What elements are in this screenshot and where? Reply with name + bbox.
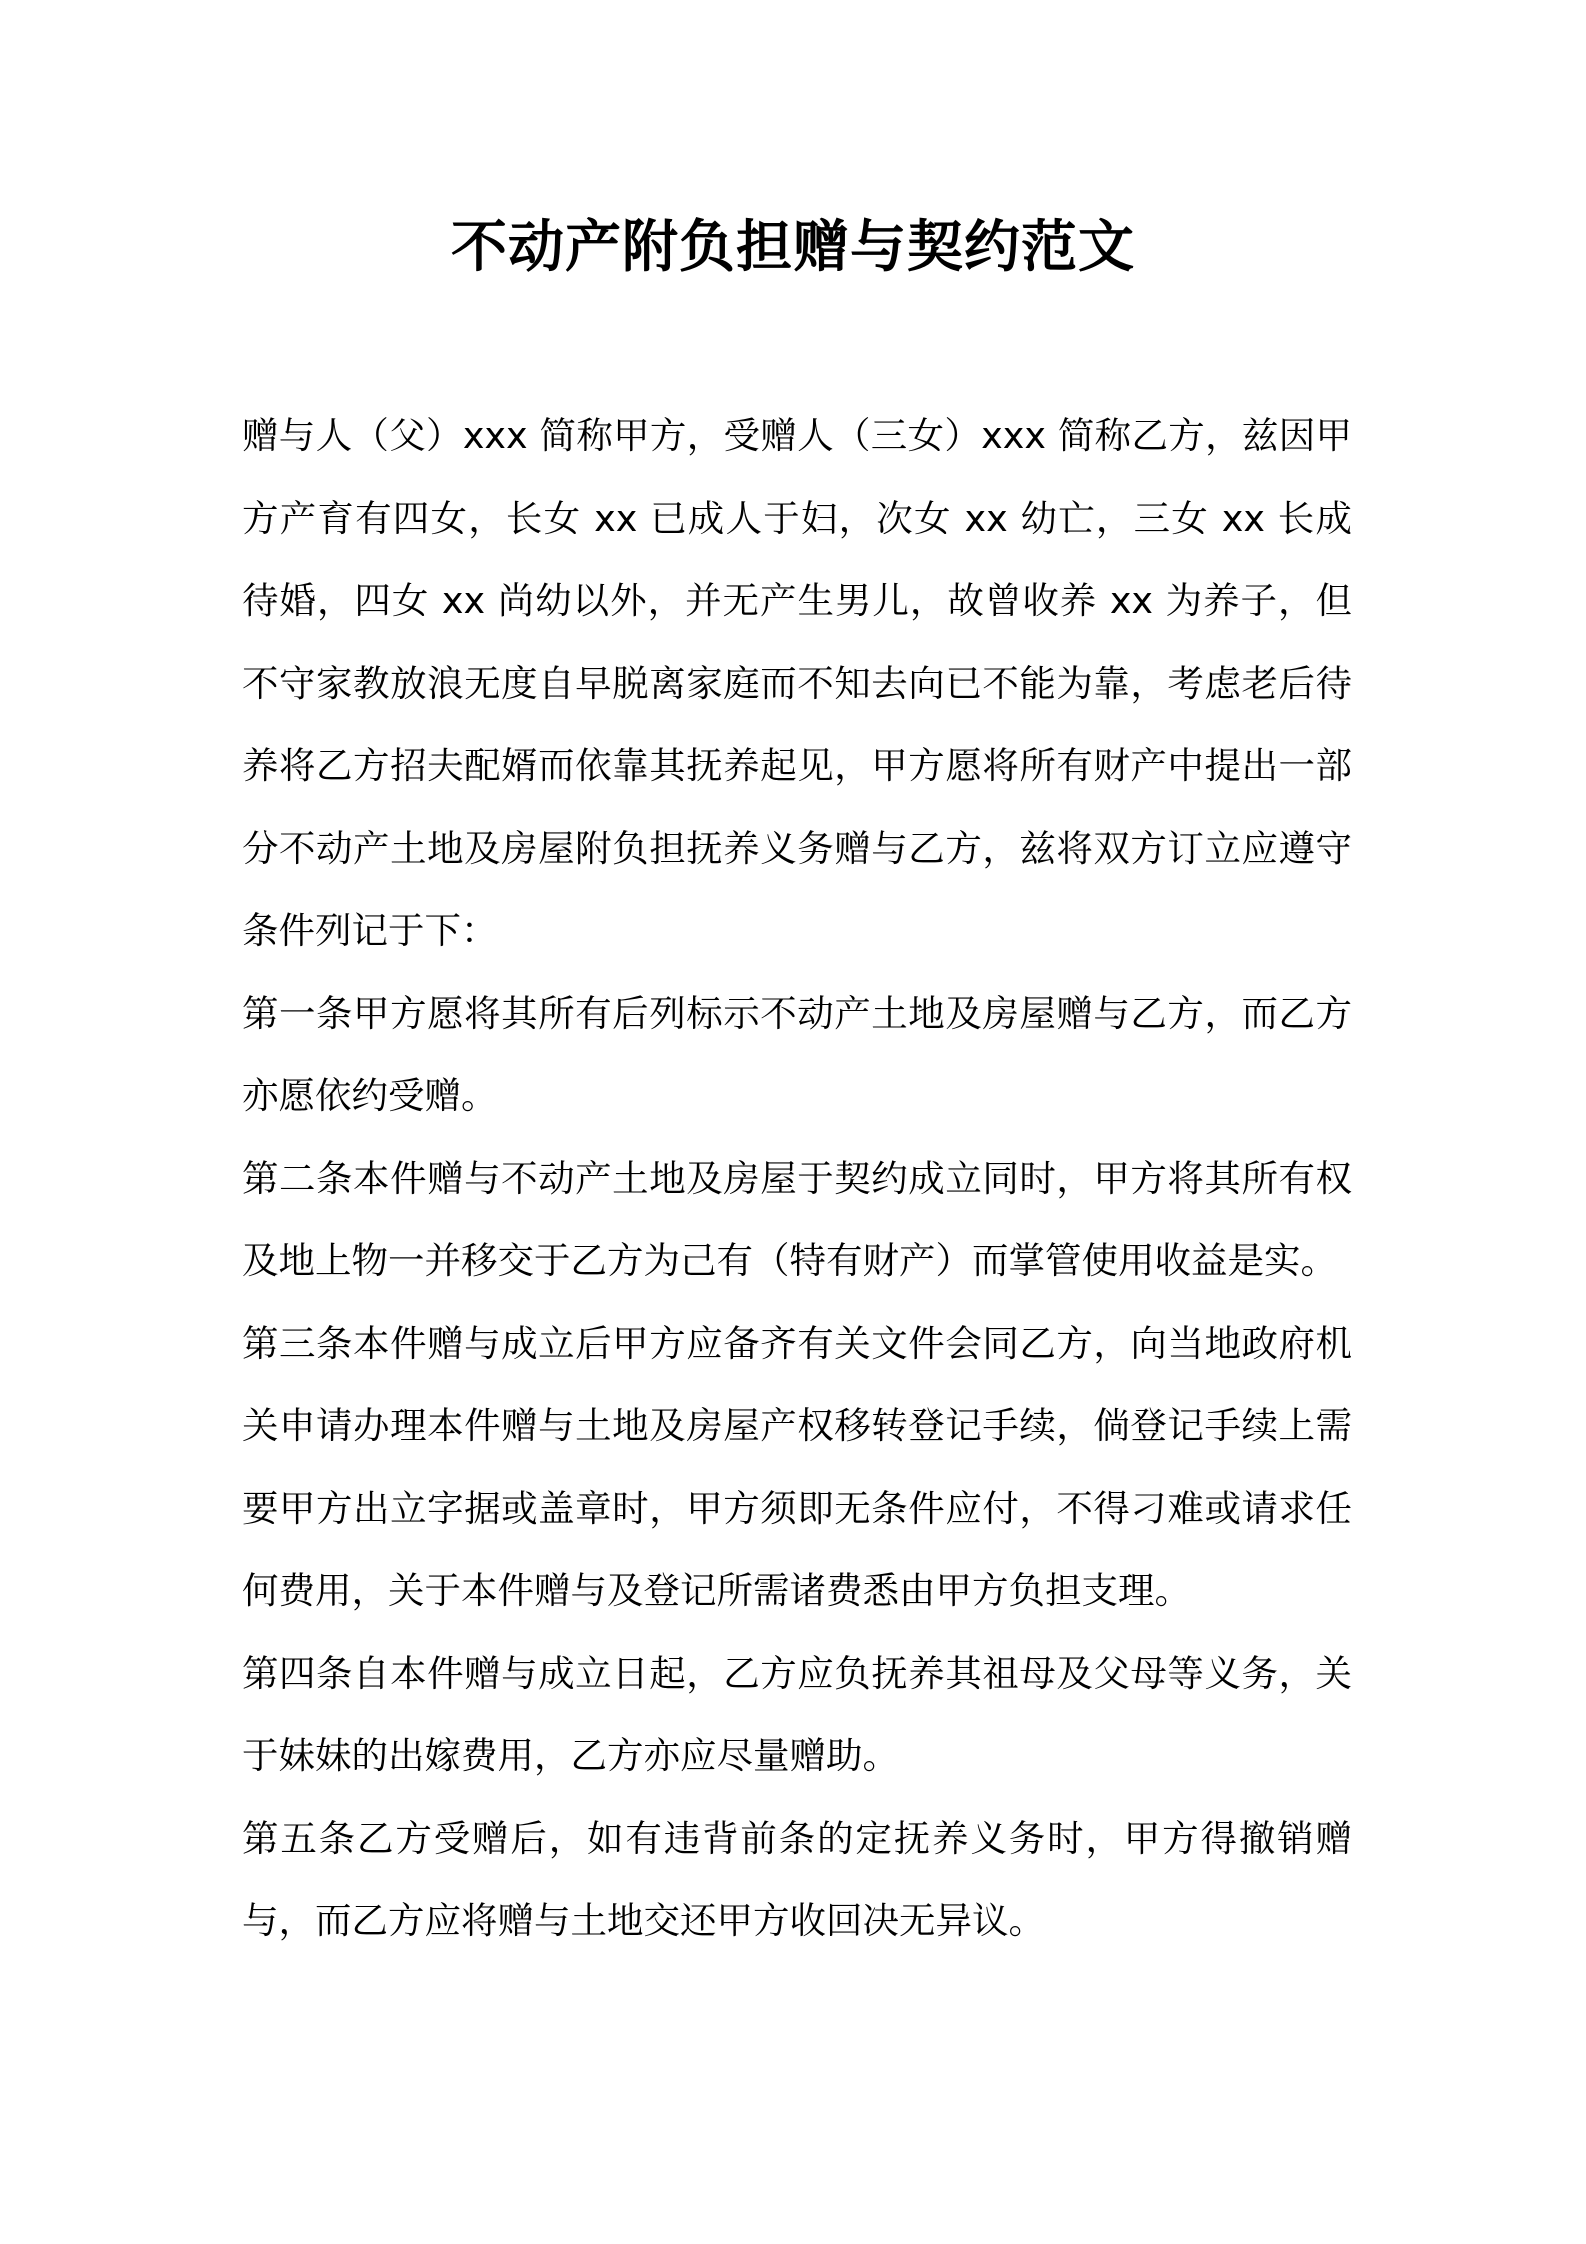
article-2-paragraph: 第二条本件赠与不动产土地及房屋于契约成立同时，甲方将其所有权及地上物一并移交于乙方为己有（特有财产）而掌管使用收益是实。 (242, 1156, 1352, 1282)
article-1-paragraph: 第一条甲方愿将其所有后列标示不动产土地及房屋赠与乙方，而乙方亦愿依约受赠。 (242, 991, 1352, 1117)
document-body (242, 395, 1352, 1963)
article-3-paragraph: 第三条本件赠与成立后甲方应备齐有关文件会同乙方，向当地政府机关申请办理本件赠与土地及房屋产权移转登记手续，倘登记手续上需要甲方出立字据或盖章时，甲方须即无条件应付，不得刁难或请求任何费用，关于本件赠与及登记所需诸费悉由甲方负担支理。 (242, 1321, 1352, 1612)
article-4-paragraph: 第四条自本件赠与成立日起，乙方应负抚养其祖母及父母等义务，关于妹妹的出嫁费用，乙方亦应尽量赠助。 (242, 1651, 1352, 1777)
preamble-paragraph: 赠与人（父）xxx 简称甲方，受赠人（三女）xxx 简称乙方，兹因甲方产育有四女，长女 xx 已成人于妇，次女 xx 幼亡，三女 xx 长成待婚，四女 xx 尚幼以外，并无产生男儿，故曾收养 xx 为养子，但不守家教放浪无度自早脱离家庭而不知去向已不能为靠，考虑老后待养将乙方招夫配婿而依靠其抚养起见，甲方愿将所有财产中提出一部分不动产土地及房屋附负担抚养义务赠与乙方，兹将双方订立应遵守条件列记于下： (242, 414, 1352, 952)
article-5-paragraph: 第五条乙方受赠后，如有违背前条的定抚养义务时，甲方得撤销赠与，而乙方应将赠与土地交还甲方收回决无异议。 (242, 1816, 1352, 1942)
document-title: 不动产附负担赠与契约范文 (451, 215, 1135, 280)
